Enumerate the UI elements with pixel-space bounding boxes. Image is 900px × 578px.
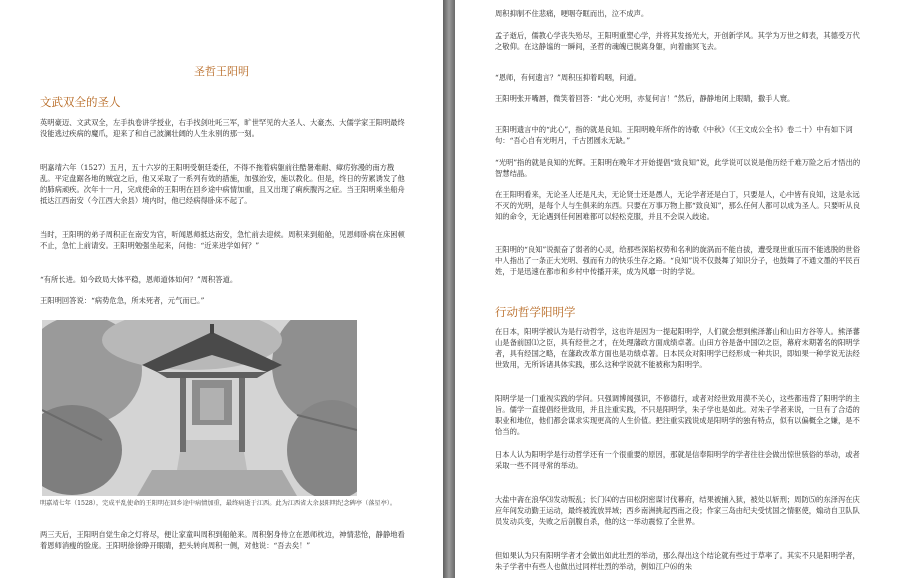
paragraph: 日本人认为阳明学是行动哲学还有一个很重要的原因，那就是信奉阳明学的学者往往会做出惊世骇俗的举动，或者采取一些不同寻常的举动。 [495, 450, 860, 470]
paragraph: 当时，王阳明的弟子周积正在南安为官，听闻恩师抵达南安，急忙前去迎候。周积来到船舱，见恩师卧病在床困顿不止，急忙上前请安。王阳明勉强坐起来，问他：“近来进学如何？” [40, 230, 405, 250]
paragraph: 大盐中斋在浪华⑶发动叛乱；长门⑷的吉田松阴密谋讨伐幕府，结果被捕入狱，被处以斩刑；周防⑸的东泽泻在庆应年间发动勤王运动，最终被流放异域；西乡南洲挑起西南之役；作家三岛由纪夫受忧国之情驱使，煽动自卫队队员发动兵变，失败之后剖腹自杀，他的这一举动震惊了全世界。 [495, 495, 860, 526]
paragraph: 两三天后，王阳明自觉生命之灯将尽，便让家童叫周积到船舱来。周积躬身侍立在恩师枕边，神情悲怆，静静地看着恩师消瘦的脸庞。王阳明徐徐睁开眼睛，把头转向周积一侧，对他说：“吾去矣！” [40, 530, 405, 550]
section-heading: 行动哲学阳明学 [495, 305, 576, 319]
book-gutter [443, 0, 455, 578]
paragraph: 在日本，阳明学被认为是行动哲学，这也许是因为一提起阳明学，人们就会想到熊泽蕃山和山田方谷等人。熊泽蕃山是备前国⑴之臣，具有经世之才，在处理藩政方面成绩卓著。山田方谷是备中国⑵之臣，幕府末期著名的阳明学者，具有经国之略，在藩政改革方面也是功绩卓著。日本民众对阳明学已经形成一种共识，即如果一种学说无法经世致用，无所诉诸具体实践，那么这种学说就不能被称为阳明学。 [495, 327, 860, 369]
paragraph: 但如果认为只有阳明学者才会做出如此壮烈的举动，那么得出这个结论就有些过于草率了。其实不只是阳明学者，朱子学者中有些人也做出过同样壮烈的举动，例如江户⑹的朱 [495, 551, 860, 571]
paragraph: 王阳明遗言中的“此心”，指的就是良知。王阳明晚年所作的诗歌《中秋》（《王文成公全书》卷二十）中有如下词句：“吾心自有光明月，千古团圆永无缺。” [495, 125, 853, 145]
right-page [455, 0, 900, 578]
left-page [0, 0, 443, 578]
paragraph: “恩师，有何遗言？”周积压抑着呜咽，问道。 [495, 73, 642, 82]
paragraph: 王阳明张开嘴唇，微笑着回答：“此心光明，亦复何言！”然后，静静地闭上眼睛，撒手人寰。 [495, 94, 795, 103]
section-heading: 文武双全的圣人 [40, 95, 121, 109]
paragraph: “有所长进。如今政局大体平稳，恩师道体如何？”周积答道。 [40, 275, 238, 284]
chapter-title: 圣哲王阳明 [194, 65, 249, 78]
paragraph: 周积抑制不住悲痛，哽咽夺眶而出，泣不成声。 [495, 9, 649, 18]
memorial-pavilion-photo [42, 320, 357, 496]
paragraph: 王阳明的“良知”说振奋了弱者的心灵，给那些深陷权势和名利的旋涡而不能自拔，遭受现世重压而不能逃脱的世俗中人指出了一条正大光明、强而有力的快乐生存之路。“良知”说不仅鼓舞了知识分子，也鼓舞了不通文墨的平民百姓，于是迅速在都市和乡村中传播开来，成为风靡一时的学说。 [495, 245, 861, 276]
paragraph: 英明豪迈、文武双全，左手执卷讲学授业，右手找剑吐吒三军，旷世罕见的大圣人、大豪杰、大儒学家王阳明最终没能逃过疾病的魔爪，迎来了和自己波澜壮阔的人生永别的那一刻。 [40, 118, 405, 138]
paragraph: 明嘉靖六年（1527）五月，五十六岁的王阳明受朝廷委任，不得不拖着病躯前往酷暑难耐、瘴疠弥漫的南方戡乱。平定盘踞各地的贼寇之后，他又采取了一系列有效的措施，加强治安，施以教化。但是，终日的劳累诱发了他的肺病顽疾。次年十一月，完成使命的王阳明在回乡途中病情加重，且又出现了痢疾腹泻之症。当王阳明乘坐船舟抵达江西南安（今江西大余县）境内时，他已经病得卧床不起了。 [40, 163, 405, 205]
paragraph: 孟子逝后，儒教心学丧失殆尽，王阳明重塑心学，并将其发扬光大，开创新学风。其学为万世之师表，其德受万代之敬仰。在这静谧的一瞬间，圣哲的魂魄已脱离身躯，向着幽冥飞去。 [495, 31, 860, 51]
paragraph: 阳明学是一门重视实践的学问。只强调博闻强识，不修德行，或者对经世致用漠不关心，这些都违背了阳明学的主旨。儒学一直提倡经世致用，并且注重实践，不只是阳明学，朱子学也是如此。对朱子学者来说，一旦有了合适的职业和地位，他们都会谋求实现更高的人生价值。把注重实践说成是阳明学的独有特点，似有以偏概全之嫌，是不恰当的。 [495, 394, 860, 436]
photo-caption: 明嘉靖七年（1528），完成平乱使命的王阳明在回乡途中病情加重，最终病逝于江西。此为江西省大余县阳明纪念碑亭（落星亭）。 [40, 500, 397, 507]
paragraph: 在王阳明看来，无论圣人还是凡夫，无论贤士还是愚人，无论学者还是白丁，只要是人，心中皆有良知，这是永远不灭的光明，是每个人与生俱来的东西。只要在万事万物上都“致良知”，那么任何人都可以成为圣人。只要听从良知的命令，无论遇到任何困难都可以轻松克服，并且不会误入歧途。 [495, 190, 861, 221]
paragraph: 王阳明回答说：“病势危急，所未死者，元气而已。” [40, 296, 205, 305]
paragraph: “光明”指的就是良知的光辉。王阳明在晚年才开始提倡“致良知”说，此学说可以说是他历经千难万险之后才悟出的智慧结晶。 [495, 158, 861, 178]
